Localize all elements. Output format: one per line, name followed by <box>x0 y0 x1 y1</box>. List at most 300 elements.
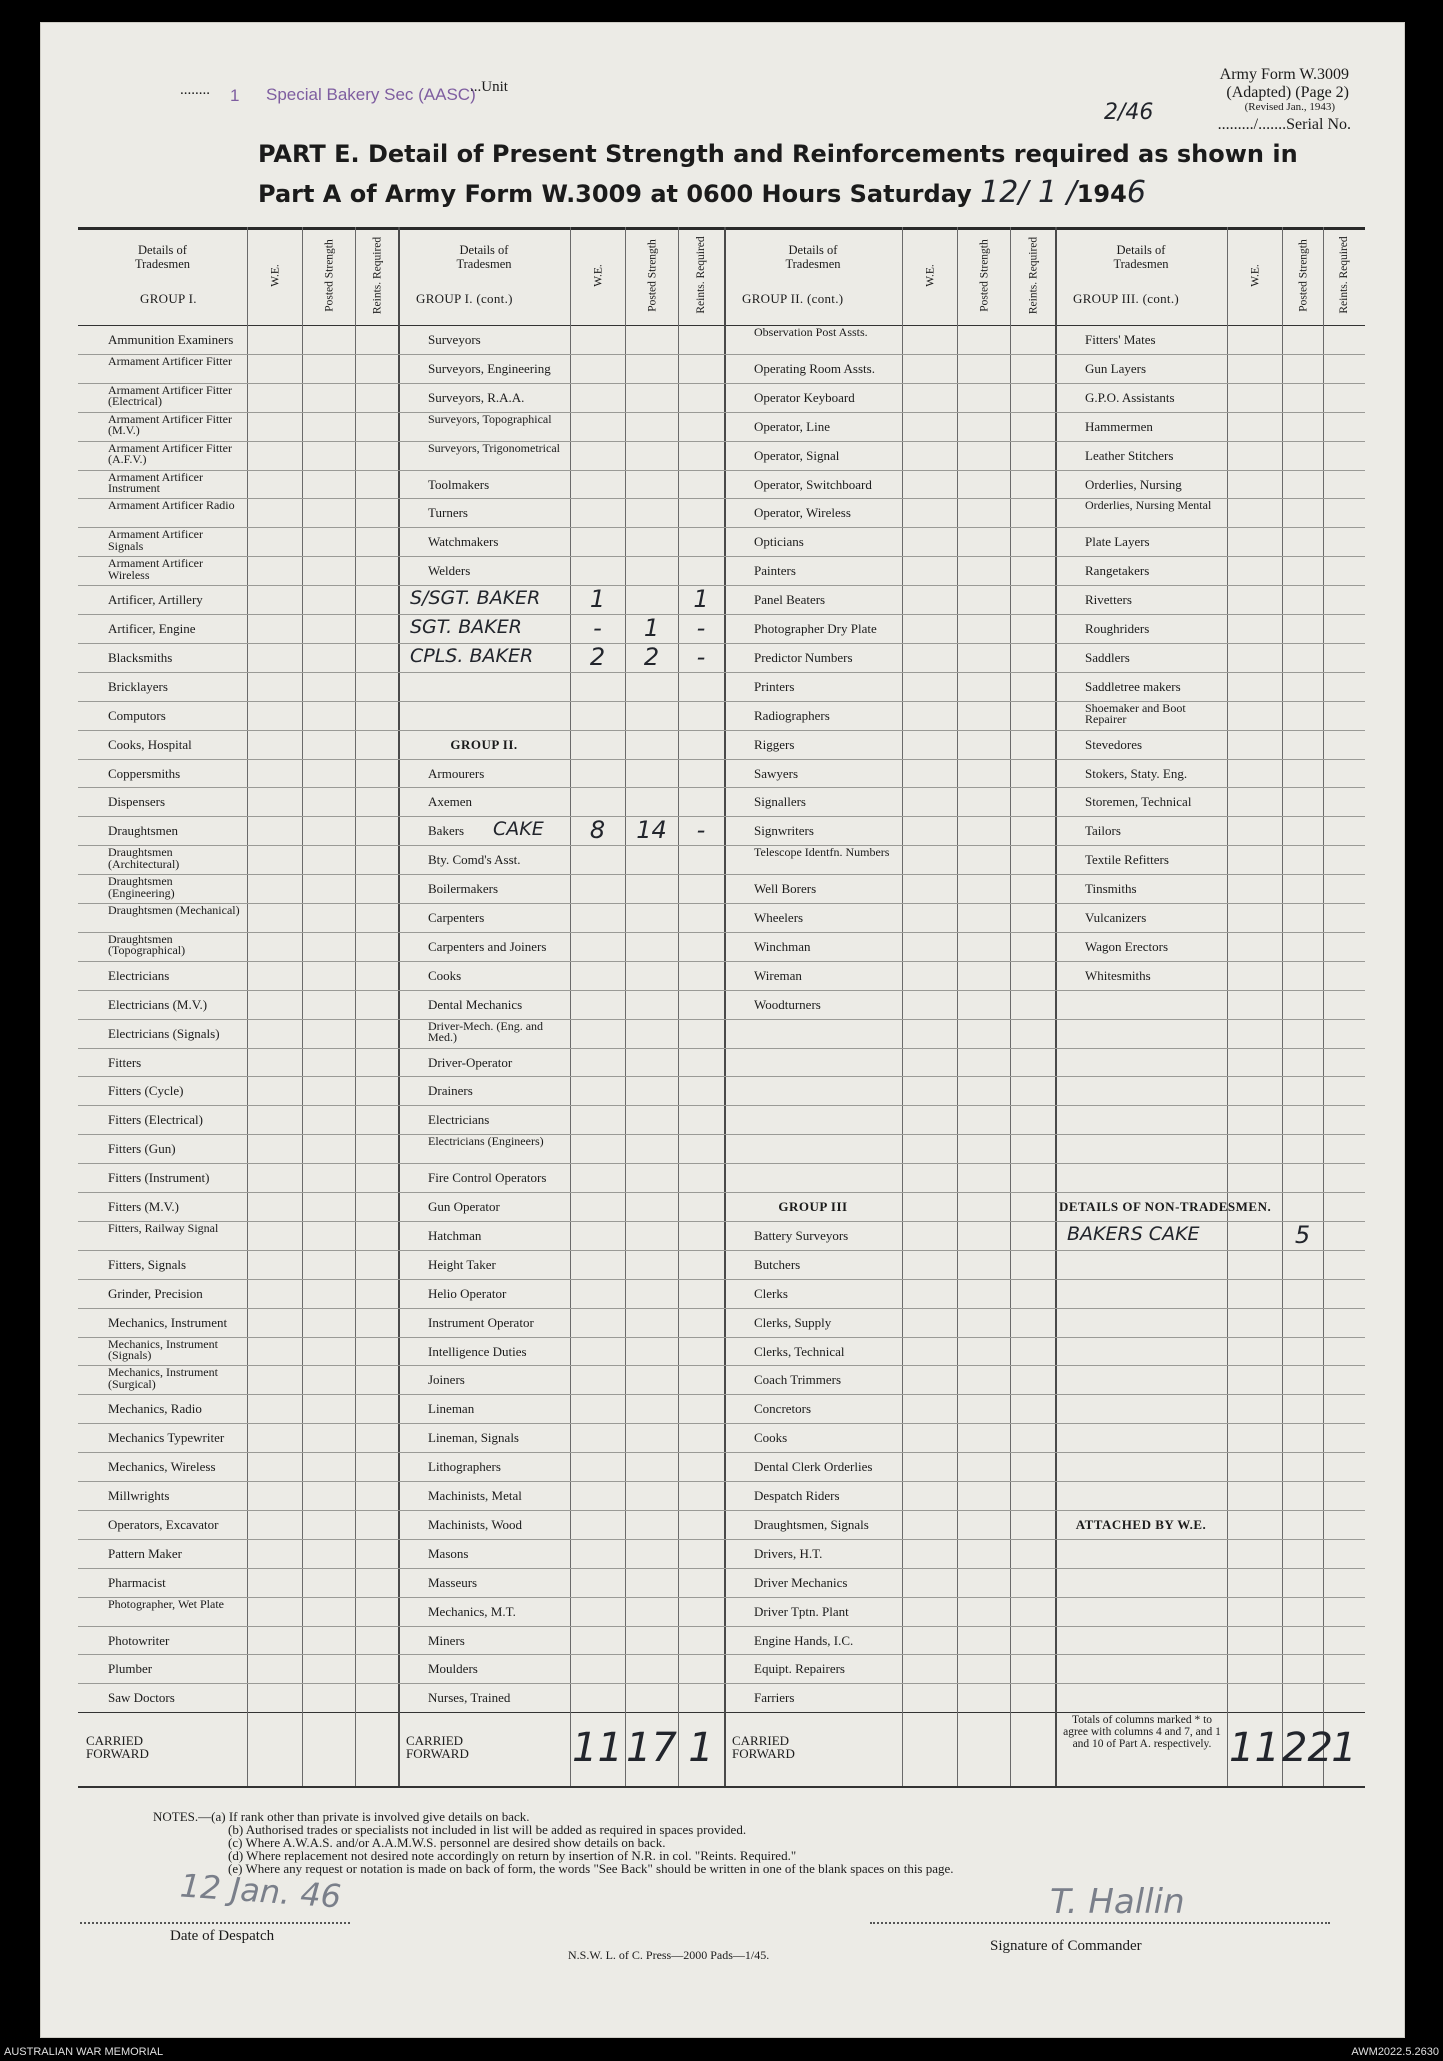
trade-label: Winchman <box>754 938 811 954</box>
trade-label: Fitters, Railway Signal <box>108 1220 219 1235</box>
trade-label: Storemen, Technical <box>1085 794 1192 810</box>
trade-label: Draughtsmen, Signals <box>754 1516 869 1532</box>
row-rule <box>398 585 724 586</box>
trade-label: Dispensers <box>108 794 166 810</box>
column-divider <box>570 227 571 1786</box>
row-rule <box>78 961 398 962</box>
trade-label: Shoemaker and Boot Repairer <box>1085 700 1186 727</box>
trade-label: Mechanics Typewriter <box>108 1430 225 1446</box>
row-rule <box>1055 1163 1365 1164</box>
trade-label: Printers <box>754 678 795 694</box>
trade-label: Well Borers <box>754 881 817 897</box>
trade-label: Fitters' Mates <box>1085 332 1156 347</box>
row-rule <box>724 1394 1055 1395</box>
row-rule <box>1055 1250 1365 1251</box>
carried-forward-label: CARRIED FORWARD <box>86 1733 149 1762</box>
row-rule <box>398 759 724 760</box>
row-rule <box>78 730 398 731</box>
trade-label: Lineman, Signals <box>428 1430 519 1446</box>
trade-label: Draughtsmen (Engineering) <box>108 874 175 900</box>
posted-strength-header: Posted Strength <box>645 238 658 312</box>
trade-label: Signwriters <box>754 823 814 839</box>
row-rule <box>724 1626 1055 1627</box>
trade-label: Bricklayers <box>108 678 168 694</box>
row-rule <box>398 1163 724 1164</box>
row-rule <box>724 1683 1055 1684</box>
signature-handwritten: T. Hallin <box>1050 1882 1185 1922</box>
trade-label: Drivers, H.T. <box>754 1545 823 1561</box>
carried-forward-count: 11 <box>572 1725 623 1772</box>
row-rule <box>724 556 1055 557</box>
trade-label: Armament Artificer Fitter (M.V.) <box>108 411 232 438</box>
row-rule <box>1055 932 1365 933</box>
column-divider <box>247 227 248 1786</box>
row-rule <box>724 990 1055 991</box>
row-rule <box>1055 1394 1365 1395</box>
trade-label: Tailors <box>1085 823 1121 839</box>
trade-label-handwritten: BAKERS CAKE <box>1067 1222 1200 1245</box>
column-divider <box>1282 227 1283 1786</box>
trade-label: Engine Hands, I.C. <box>754 1632 854 1648</box>
trade-label: Pharmacist <box>108 1574 166 1590</box>
carried-forward-total: 22 <box>1282 1725 1333 1772</box>
row-rule <box>1055 1568 1365 1569</box>
row-rule <box>78 1076 398 1077</box>
row-rule <box>398 1626 724 1627</box>
trade-label: Toolmakers <box>428 476 490 492</box>
trade-label: Draughtsmen <box>108 823 179 839</box>
row-rule <box>398 1423 724 1424</box>
row-rule <box>78 1019 398 1020</box>
trade-label: Armament Artificer Instrument <box>108 469 203 495</box>
trade-label: Gun Operator <box>428 1199 500 1214</box>
trade-label-handwritten: CPLS. BAKER <box>410 644 534 667</box>
form-revised: (Revised Jan., 1943) <box>1244 101 1335 113</box>
row-rule <box>78 759 398 760</box>
trade-label: Wheelers <box>754 910 804 925</box>
trade-label: Bty. Comd's Asst. <box>428 852 521 868</box>
form-number: Army Form W.3009 <box>1219 66 1349 83</box>
row-rule <box>724 1597 1055 1598</box>
trade-label: Height Taker <box>428 1256 496 1272</box>
trade-label: Moulders <box>428 1661 478 1677</box>
trade-label: Boilermakers <box>428 881 499 897</box>
handwritten-count: 1 <box>693 585 709 614</box>
row-rule <box>78 701 398 702</box>
row-rule <box>398 498 724 499</box>
trade-label: Fitters (Electrical) <box>108 1112 203 1128</box>
trade-label: Wireman <box>754 967 802 983</box>
row-rule <box>724 759 1055 760</box>
row-rule <box>398 556 724 557</box>
row-rule <box>724 932 1055 933</box>
row-rule <box>398 1365 724 1366</box>
row-rule <box>78 1654 398 1655</box>
trade-label: Orderlies, Nursing Mental <box>1085 498 1212 513</box>
trade-label: Clerks, Technical <box>754 1343 845 1359</box>
trade-label: Painters <box>754 563 796 579</box>
unit-label: ...Unit <box>470 79 508 95</box>
row-rule <box>1055 1134 1365 1135</box>
trade-label: Welders <box>428 563 471 579</box>
row-rule <box>1055 1048 1365 1049</box>
row-rule <box>398 932 724 933</box>
trade-label: Observation Post Assts. <box>754 325 868 339</box>
trade-label: Ammunition Examiners <box>108 332 234 347</box>
trade-label: Helio Operator <box>428 1285 507 1301</box>
trade-label: Machinists, Wood <box>428 1516 523 1532</box>
row-rule <box>398 1510 724 1511</box>
row-rule <box>1055 787 1365 788</box>
row-rule <box>1055 1423 1365 1424</box>
row-rule <box>398 701 724 702</box>
handwritten-count: - <box>696 614 706 642</box>
handwritten-count: - <box>593 614 602 642</box>
row-rule <box>724 672 1055 673</box>
trade-label: Fitters, Signals <box>108 1256 187 1272</box>
row-rule <box>724 1654 1055 1655</box>
trade-label: Watchmakers <box>428 534 499 550</box>
trade-label: Masseurs <box>428 1574 478 1590</box>
trade-label: Plumber <box>108 1661 153 1677</box>
trade-label: Gun Layers <box>1085 360 1147 376</box>
carried-forward-total: 1 <box>1331 1725 1357 1772</box>
reints-required-header: Reints. Required <box>695 236 707 314</box>
trade-label: Predictor Numbers <box>754 649 853 665</box>
row-rule <box>398 672 724 673</box>
row-rule <box>78 1510 398 1511</box>
trade-label: Driver Mechanics <box>754 1574 848 1590</box>
row-rule <box>78 787 398 788</box>
note-d: (d) Where replacement not desired note accordingly on return by insertion of N.R. in col. "Reints. Required." <box>228 1848 797 1863</box>
row-rule <box>724 874 1055 875</box>
trade-label: Axemen <box>428 794 473 810</box>
trade-label: Tinsmiths <box>1085 881 1137 897</box>
trade-label: Machinists, Metal <box>428 1488 522 1503</box>
section-header: GROUP III <box>778 1199 848 1214</box>
row-rule <box>398 354 724 355</box>
trade-label: Stokers, Staty. Eng. <box>1085 765 1188 781</box>
trade-label: Battery Surveyors <box>754 1227 849 1243</box>
row-rule <box>1055 1626 1365 1627</box>
row-rule <box>724 816 1055 817</box>
trade-label: Hatchman <box>428 1227 482 1243</box>
trade-label: Cooks, Hospital <box>108 736 192 752</box>
we-header: W.E. <box>268 263 281 287</box>
section-header: DETAILS OF NON-TRADESMEN. <box>1059 1199 1272 1214</box>
row-rule <box>398 874 724 875</box>
trade-label: Bakers <box>428 823 465 839</box>
trade-label: Telescope Identfn. Numbers <box>754 845 890 860</box>
row-rule <box>724 1568 1055 1569</box>
row-rule <box>1055 354 1365 355</box>
trade-label: Cooks <box>428 967 462 983</box>
row-rule <box>398 1539 724 1540</box>
trade-label: Armament Artificer Fitter (A.F.V.) <box>108 440 232 467</box>
row-rule <box>398 1597 724 1598</box>
row-rule <box>724 1250 1055 1251</box>
column-divider <box>302 227 303 1786</box>
row-rule <box>1055 556 1365 557</box>
trade-label: Millwrights <box>108 1488 170 1503</box>
date-handwritten: 12/ 1 / <box>980 175 1077 210</box>
row-rule <box>398 1250 724 1251</box>
row-rule <box>724 730 1055 731</box>
trade-label: Artificer, Engine <box>108 621 196 636</box>
trade-label: Fitters (Instrument) <box>108 1170 210 1186</box>
trade-label: Fitters (Cycle) <box>108 1083 184 1099</box>
row-rule <box>78 1394 398 1395</box>
row-rule <box>724 1019 1055 1020</box>
trade-label: Armourers <box>428 765 485 781</box>
trade-label: Despatch Riders <box>754 1488 840 1503</box>
trade-label: Artificer, Artillery <box>108 592 203 608</box>
trade-label: Rangetakers <box>1085 563 1150 579</box>
trade-label: Electricians (Engineers) <box>428 1134 544 1149</box>
row-rule <box>1055 585 1365 586</box>
trade-label: Concretors <box>754 1401 812 1417</box>
row-rule <box>398 1192 724 1193</box>
row-rule <box>724 1163 1055 1164</box>
row-rule <box>724 1221 1055 1222</box>
row-rule <box>724 614 1055 615</box>
row-rule <box>724 1481 1055 1482</box>
year-handwritten: 6 <box>1126 175 1146 210</box>
handwritten-count: 1 <box>589 585 606 614</box>
row-rule <box>1055 470 1365 471</box>
trade-label: Driver-Operator <box>428 1054 513 1070</box>
row-rule <box>398 1279 724 1280</box>
trade-label: Plate Layers <box>1085 534 1150 550</box>
trade-label: Carpenters and Joiners <box>428 938 547 954</box>
row-rule <box>1055 614 1365 615</box>
trade-label: Driver Tptn. Plant <box>754 1603 849 1619</box>
row-rule <box>724 527 1055 528</box>
row-rule <box>1055 1683 1365 1684</box>
row-rule <box>398 990 724 991</box>
carried-forward-total: 11 <box>1229 1725 1280 1772</box>
row-rule <box>398 1481 724 1482</box>
details-of-header: Details of <box>788 243 838 257</box>
row-rule <box>1055 1539 1365 1540</box>
trade-label: Joiners <box>428 1372 465 1388</box>
row-rule <box>1055 874 1365 875</box>
table-bottom-rule <box>78 1786 1365 1788</box>
handwritten-count: 2 <box>589 642 606 671</box>
signature-label: Signature of Commander <box>990 1938 1142 1954</box>
trade-label: Vulcanizers <box>1085 910 1147 925</box>
trade-label: Surveyors <box>428 332 481 347</box>
carried-forward-count: 17 <box>626 1725 677 1772</box>
row-rule <box>1055 1192 1365 1193</box>
row-rule <box>724 1510 1055 1511</box>
row-rule <box>724 1076 1055 1077</box>
row-rule <box>78 990 398 991</box>
section-header: ATTACHED BY W.E. <box>1075 1516 1207 1532</box>
row-rule <box>398 845 724 846</box>
row-rule <box>1055 412 1365 413</box>
trade-label: Computors <box>108 707 166 723</box>
serial-label: ........./.......Serial No. <box>1217 116 1351 133</box>
trade-label: Mechanics, Instrument (Signals) <box>108 1336 218 1362</box>
row-rule <box>398 1221 724 1222</box>
row-rule <box>78 585 398 586</box>
tradesmen-header: Tradesmen <box>1113 257 1169 271</box>
note-b: (b) Authorised trades or specialists not included in list will be added as required in spaces provided. <box>228 1822 747 1837</box>
trade-label: Operator Keyboard <box>754 389 855 405</box>
trade-label: Armament Artificer Signals <box>108 527 203 553</box>
row-rule <box>78 614 398 615</box>
trade-label: Grinder, Precision <box>108 1285 203 1301</box>
row-rule <box>1055 441 1365 442</box>
row-rule <box>1055 1279 1365 1280</box>
trade-label: Butchers <box>754 1256 801 1272</box>
row-rule <box>724 1452 1055 1453</box>
row-rule <box>724 1048 1055 1049</box>
unit-stamp: Special Bakery Sec (AASC) <box>266 85 476 104</box>
posted-strength-header: Posted Strength <box>977 238 990 312</box>
year-printed: 194 <box>1076 180 1127 208</box>
row-rule <box>78 672 398 673</box>
row-rule <box>724 643 1055 644</box>
details-of-header: Details of <box>1116 243 1166 257</box>
trade-label: Fitters <box>108 1054 142 1070</box>
trade-label: Nurses, Trained <box>428 1690 511 1706</box>
row-rule <box>1055 730 1365 731</box>
row-rule <box>1055 1654 1365 1655</box>
page-title-line1: PART E. Detail of Present Strength and Reinforcements required as shown in <box>258 140 1298 168</box>
trade-label: Operator, Signal <box>754 447 840 463</box>
trade-label: Armament Artificer Fitter <box>108 353 232 368</box>
row-rule <box>78 1308 398 1309</box>
row-rule <box>398 1076 724 1077</box>
group-header: GROUP III. (cont.) <box>1073 291 1180 306</box>
row-rule <box>1055 961 1365 962</box>
trade-label: Fitters (Gun) <box>108 1141 176 1157</box>
trade-label: Hammermen <box>1085 418 1153 434</box>
trade-label: Coppersmiths <box>108 765 181 781</box>
row-rule <box>724 354 1055 355</box>
trade-label: Clerks <box>754 1285 788 1301</box>
trade-label: Blacksmiths <box>108 649 173 665</box>
unit-dots: ........ <box>180 82 210 98</box>
row-rule <box>1055 1481 1365 1482</box>
row-rule <box>1055 1597 1365 1598</box>
trade-label: Riggers <box>754 736 795 752</box>
trade-label: Dental Mechanics <box>428 996 523 1012</box>
row-rule <box>398 1308 724 1309</box>
trade-label: Mechanics, Wireless <box>108 1459 216 1475</box>
trade-label: Coach Trimmers <box>754 1372 842 1388</box>
we-header: W.E. <box>923 263 936 287</box>
trade-label: Fire Control Operators <box>428 1170 547 1186</box>
row-rule <box>398 1105 724 1106</box>
row-rule <box>724 470 1055 471</box>
row-rule <box>724 383 1055 384</box>
trade-label: Panel Beaters <box>754 592 826 608</box>
trade-label: Farriers <box>754 1690 795 1706</box>
serial-handwritten: 2/46 <box>1104 100 1154 125</box>
note-c: (c) Where A.W.A.S. and/or A.A.M.W.S. personnel are desired show details on back. <box>228 1835 666 1850</box>
group-header: GROUP II. (cont.) <box>742 291 844 306</box>
trade-label: G.P.O. Assistants <box>1085 389 1175 405</box>
trade-label: Saddletree makers <box>1085 678 1181 694</box>
row-rule <box>724 1192 1055 1193</box>
row-rule <box>1055 816 1365 817</box>
group-header: GROUP I. <box>140 291 197 306</box>
handwritten-count: 8 <box>589 816 606 845</box>
trade-label: Operators, Excavator <box>108 1516 219 1532</box>
row-rule <box>398 1683 724 1684</box>
despatch-label: Date of Despatch <box>170 1928 275 1944</box>
column-divider <box>902 227 903 1786</box>
row-rule <box>78 1105 398 1106</box>
note-a: NOTES.—(a) If rank other than private is involved give details on back. <box>153 1809 530 1824</box>
handwritten-count: 14 <box>636 816 667 845</box>
row-rule <box>398 1048 724 1049</box>
trade-label: Armament Artificer Fitter (Electrical) <box>108 382 232 409</box>
page-title-line2 <box>258 175 1146 210</box>
row-rule <box>78 1250 398 1251</box>
row-rule <box>398 961 724 962</box>
trade-label: Driver-Mech. (Eng. and Med.) <box>428 1018 544 1045</box>
row-rule <box>1055 1308 1365 1309</box>
section-header: GROUP II. <box>450 736 518 752</box>
row-rule <box>78 1163 398 1164</box>
trade-label: Cooks <box>754 1430 788 1446</box>
row-rule <box>1055 1337 1365 1338</box>
printer-imprint: N.S.W. L. of C. Press—2000 Pads—1/45. <box>568 1948 770 1962</box>
row-rule <box>1055 643 1365 644</box>
column-divider <box>957 227 958 1786</box>
trade-label: Intelligence Duties <box>428 1343 527 1359</box>
note-e: (e) Where any request or notation is made on back of form, the words "See Back" should be written in one of the blank spaces on this page. <box>228 1861 954 1876</box>
trade-label: Turners <box>428 505 468 521</box>
trade-label: Masons <box>428 1545 469 1561</box>
row-rule <box>1055 903 1365 904</box>
despatch-date-handwritten: 12 Jan. 46 <box>178 1866 343 1916</box>
archive-reference: AWM2022.5.2630 <box>1351 2046 1439 2058</box>
details-of-header: Details of <box>138 243 187 257</box>
row-rule <box>724 1365 1055 1366</box>
column-divider <box>625 227 626 1786</box>
row-rule <box>724 1423 1055 1424</box>
trade-label: Surveyors, Trigonometrical <box>428 440 560 455</box>
trade-label: Mechanics, M.T. <box>428 1603 516 1619</box>
row-rule <box>78 1423 398 1424</box>
carried-forward-label: CARRIED FORWARD <box>732 1733 795 1762</box>
posted-strength-header: Posted Strength <box>322 238 335 312</box>
handwritten-count: - <box>696 642 706 671</box>
row-rule <box>78 816 398 817</box>
trade-label: Armament Artificer Radio <box>108 498 235 513</box>
trade-label: Whitesmiths <box>1085 967 1151 983</box>
row-rule <box>1055 1365 1365 1366</box>
unit-stamp-prefix: 1 <box>230 86 240 105</box>
row-rule <box>724 1134 1055 1135</box>
row-rule <box>724 1105 1055 1106</box>
row-rule <box>724 441 1055 442</box>
trade-label: Electricians (Signals) <box>108 1025 220 1041</box>
row-rule <box>724 961 1055 962</box>
trade-label: Operator, Line <box>754 418 831 434</box>
row-rule <box>78 1626 398 1627</box>
we-header: W.E. <box>591 263 604 287</box>
signature-dotted-line <box>870 1922 1330 1924</box>
row-rule <box>1055 1510 1365 1511</box>
trade-label: Lithographers <box>428 1459 501 1475</box>
trade-label: Photographer, Wet Plate <box>108 1596 224 1611</box>
